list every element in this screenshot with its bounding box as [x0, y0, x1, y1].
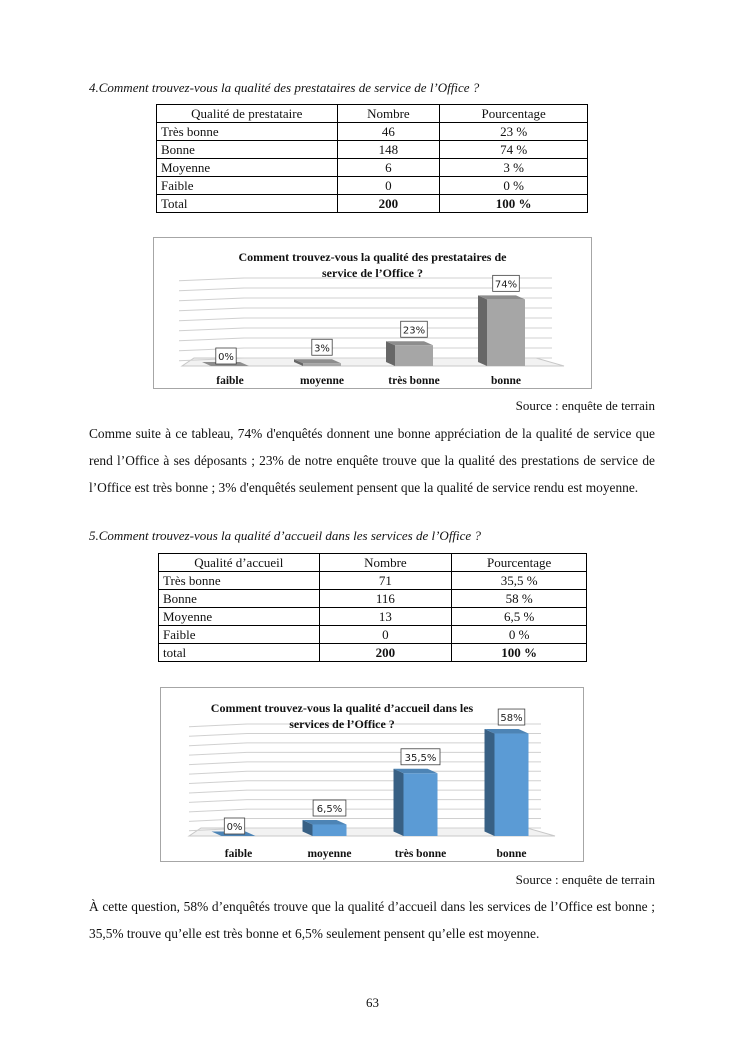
- table-row: [157, 159, 588, 177]
- chart-title-line: Comment trouvez-vous la qualité des prestataires de: [238, 250, 507, 264]
- chart-title-line: Comment trouvez-vous la qualité d’accueil dans les: [210, 701, 474, 715]
- table-cell: Moyenne: [159, 608, 320, 626]
- data-label: 58%: [500, 713, 523, 725]
- table-cell: 116: [319, 590, 452, 608]
- gridline-side: [179, 338, 244, 341]
- table-cell: 0 %: [452, 626, 587, 644]
- bar: [404, 773, 438, 836]
- data-label: 23%: [402, 325, 426, 337]
- gridline-side: [189, 809, 247, 812]
- gridline-side: [179, 328, 244, 331]
- table-row: [159, 572, 587, 590]
- table-header: Pourcentage: [452, 554, 587, 572]
- table-cell: Moyenne: [157, 159, 338, 177]
- table-cell: 148: [337, 141, 440, 159]
- table-header-row: [159, 554, 587, 572]
- category-label: bonne: [490, 375, 522, 387]
- data-label: 35,5%: [404, 752, 437, 764]
- table-cell: 0: [337, 177, 440, 195]
- category-label: moyenne: [299, 375, 345, 387]
- table-cell: 58 %: [452, 590, 587, 608]
- category-label: très bonne: [394, 848, 447, 860]
- chart-title-line: services de l’Office ?: [289, 717, 395, 731]
- prestataire-table: [156, 104, 588, 213]
- table-header: Qualité de prestataire: [157, 105, 338, 123]
- category-label: faible: [216, 375, 244, 387]
- page-number: 63: [366, 995, 379, 1010]
- table-cell: 6: [337, 159, 440, 177]
- data-label: 74%: [494, 279, 518, 291]
- bar: [395, 345, 433, 366]
- table-cell: total: [159, 644, 320, 662]
- question-4: 4.Comment trouvez-vous la qualité des prestataires de service de l’Office ?: [89, 80, 480, 95]
- table-header: Qualité d’accueil: [159, 554, 320, 572]
- table-cell: Bonne: [159, 590, 320, 608]
- table-cell: 100 %: [452, 644, 587, 662]
- question-5: 5.Comment trouvez-vous la qualité d’accueil dans les services de l’Office ?: [89, 528, 481, 543]
- table-total-row: [159, 644, 587, 662]
- gridline-side: [179, 308, 244, 311]
- table-row: [157, 123, 588, 141]
- table-header: Nombre: [337, 105, 440, 123]
- table-cell: Faible: [157, 177, 338, 195]
- chart-title-line: service de l’Office ?: [322, 266, 423, 280]
- table-cell: 23 %: [440, 123, 588, 141]
- table-cell: Très bonne: [159, 572, 320, 590]
- source-note: Source : enquête de terrain: [515, 872, 655, 887]
- table-cell: 0 %: [440, 177, 588, 195]
- bar: [487, 299, 525, 366]
- table-total-row: [157, 195, 588, 213]
- data-label: 0%: [226, 822, 243, 833]
- accueil-table: [158, 553, 587, 662]
- gridline-side: [189, 800, 247, 803]
- data-label: 0%: [218, 352, 234, 363]
- accueil-chart: [160, 687, 584, 862]
- table-row: [159, 590, 587, 608]
- table-cell: Faible: [159, 626, 320, 644]
- table-cell: 46: [337, 123, 440, 141]
- bar-side: [478, 295, 487, 366]
- gridline-side: [179, 298, 244, 301]
- table-cell: 35,5 %: [452, 572, 587, 590]
- gridline-side: [189, 752, 247, 755]
- prestataire-chart: [153, 237, 592, 389]
- gridline-side: [189, 781, 247, 784]
- table-row: [157, 141, 588, 159]
- category-label: faible: [224, 848, 253, 860]
- category-label: moyenne: [307, 848, 352, 860]
- gridline-side: [179, 288, 244, 291]
- gridline-side: [189, 790, 247, 793]
- table-cell: Total: [157, 195, 338, 213]
- gridline-side: [189, 733, 247, 736]
- table-row: [159, 626, 587, 644]
- table-cell: 100 %: [440, 195, 588, 213]
- paragraph-4: Comme suite à ce tableau, 74% d'enquêtés donnent une bonne appréciation de la qualité de service que rend l’Office à ses déposants ; 23% de notre enquête trouve que la qualité des prestations de service de l’Office est très bonne ; 3% d'enquêtés seulement pensent que la qualité de service rendu est moyenne.: [89, 426, 655, 495]
- bar: [495, 734, 529, 836]
- table-row: [159, 608, 587, 626]
- gridline-side: [189, 771, 247, 774]
- gridline-side: [189, 743, 247, 746]
- source-note: Source : enquête de terrain: [515, 398, 655, 413]
- category-label: très bonne: [388, 375, 440, 387]
- bar: [313, 825, 347, 836]
- table-cell: 200: [337, 195, 440, 213]
- bar-side: [386, 341, 395, 366]
- paragraph-5: À cette question, 58% d’enquêtés trouve que la qualité d’accueil dans les services de l’Office est bonne ; 35,5% trouve qu’elle est très bonne et 6,5% seulement pensent qu’elle est moyenne.: [89, 899, 655, 941]
- table-cell: 6,5 %: [452, 608, 587, 626]
- data-label: 6,5%: [316, 804, 343, 816]
- gridline-side: [179, 318, 244, 321]
- table-cell: Très bonne: [157, 123, 338, 141]
- bar-side: [394, 769, 404, 836]
- table-cell: 13: [319, 608, 452, 626]
- table-cell: 0: [319, 626, 452, 644]
- category-label: bonne: [496, 848, 527, 860]
- table-header: Nombre: [319, 554, 452, 572]
- table-cell: 71: [319, 572, 452, 590]
- bar-side: [485, 729, 495, 836]
- table-cell: Bonne: [157, 141, 338, 159]
- bar: [303, 363, 341, 366]
- gridline-side: [189, 762, 247, 765]
- table-cell: 200: [319, 644, 452, 662]
- table-header-row: [157, 105, 588, 123]
- table-header: Pourcentage: [440, 105, 588, 123]
- table-row: [157, 177, 588, 195]
- table-cell: 3 %: [440, 159, 588, 177]
- table-cell: 74 %: [440, 141, 588, 159]
- data-label: 3%: [314, 343, 330, 355]
